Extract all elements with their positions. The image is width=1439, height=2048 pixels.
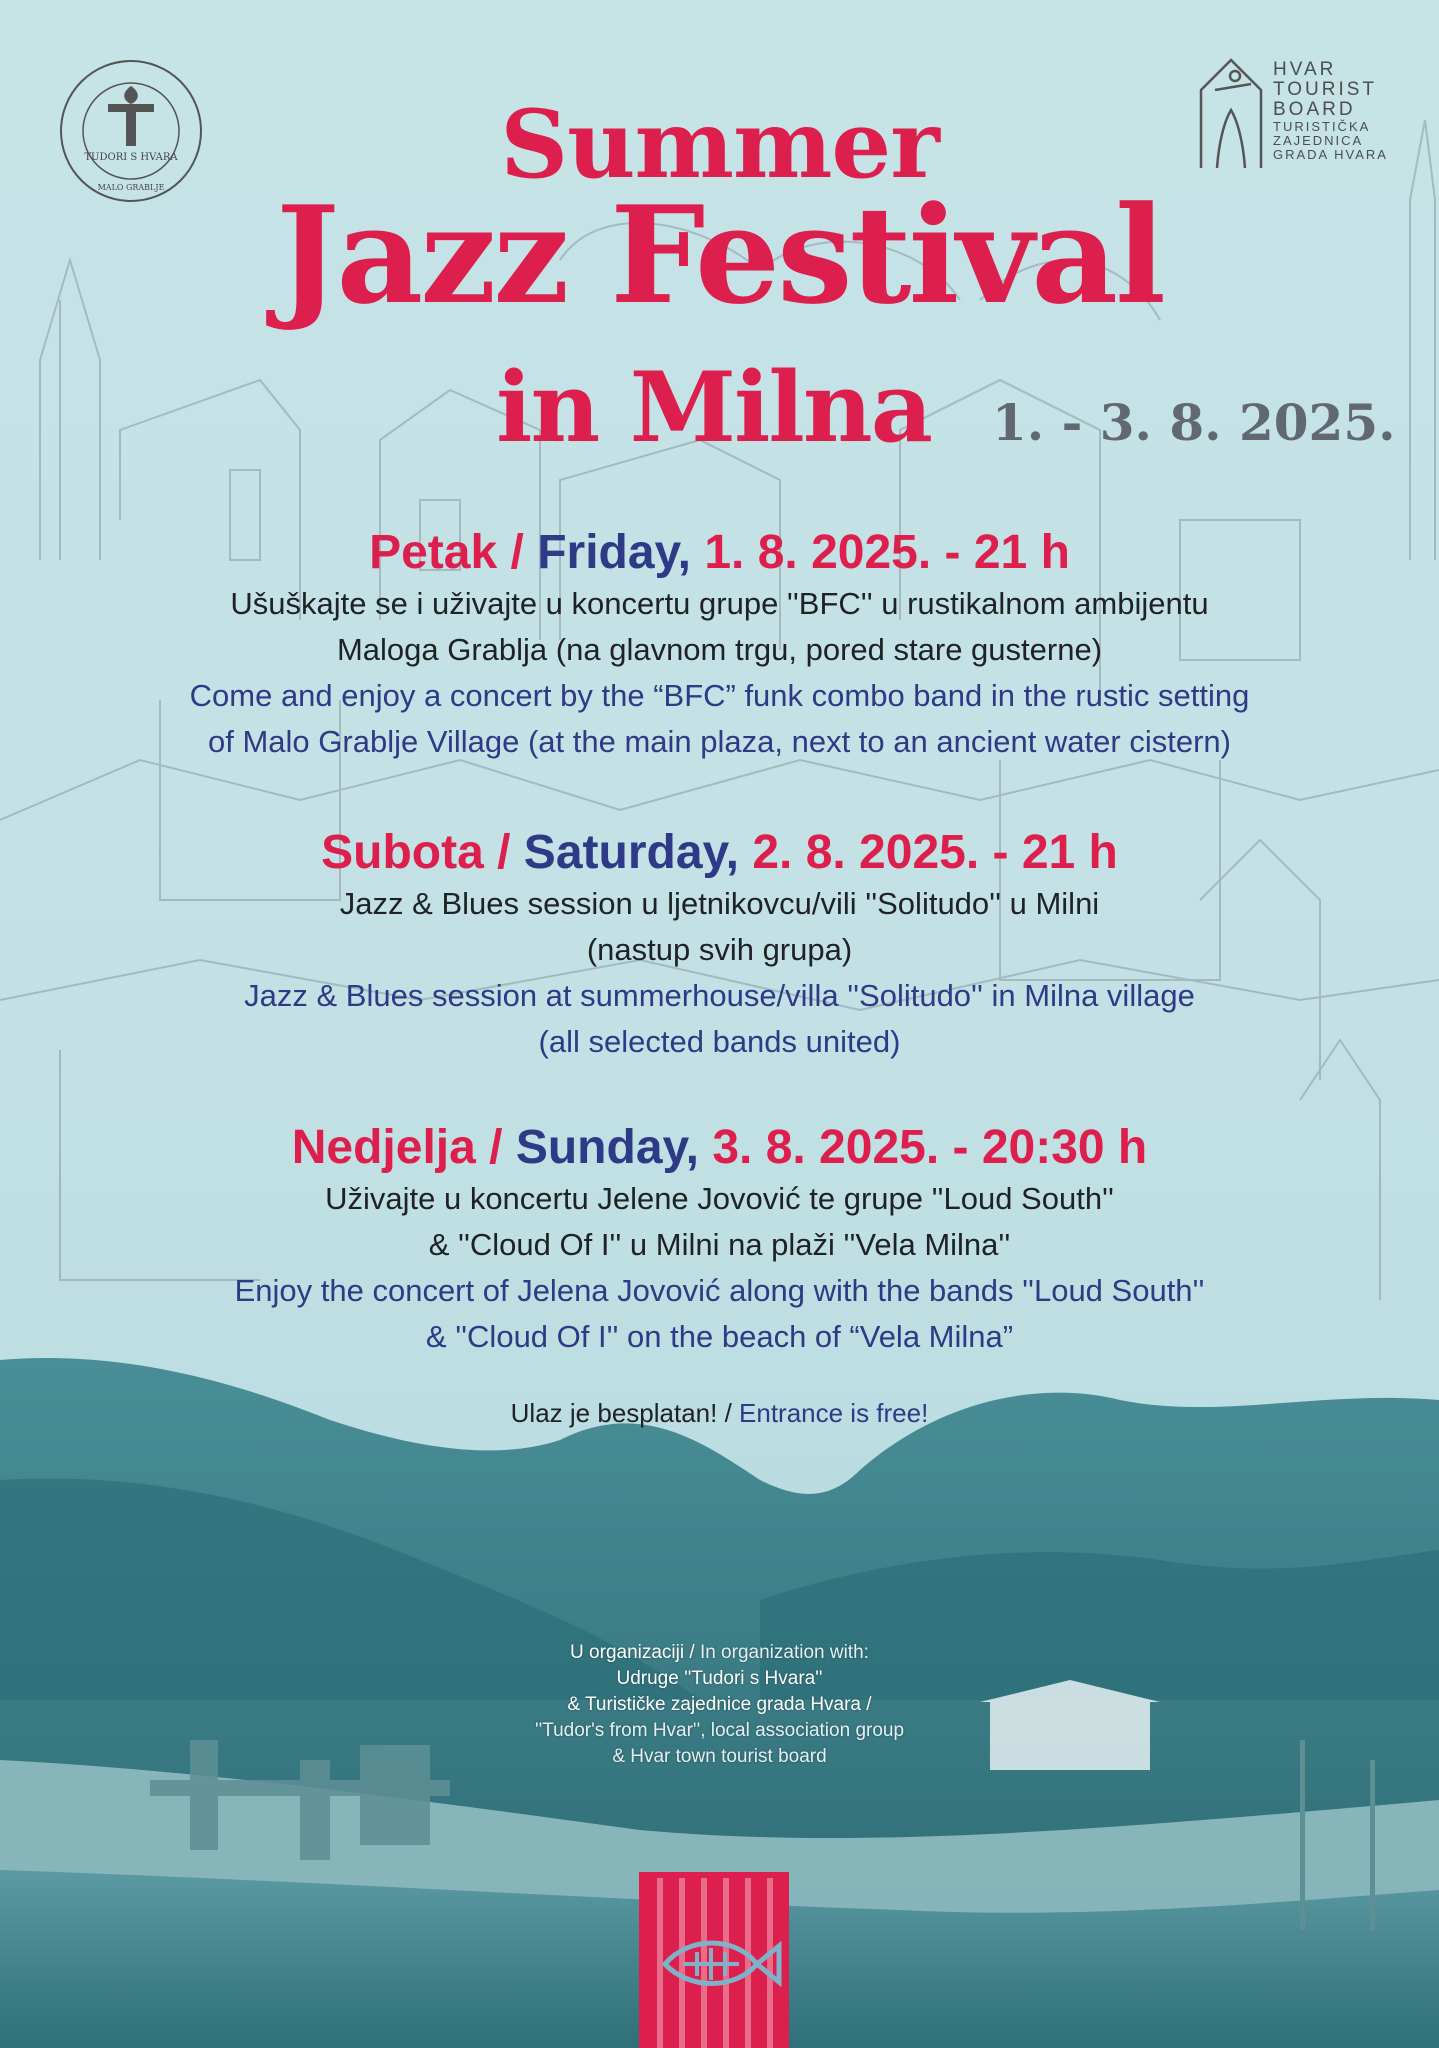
description-hr-line: & ''Cloud Of I'' u Milni na plaži ''Vela Milna'' — [428, 1227, 1011, 1262]
description-hr-line: Jazz & Blues session u ljetnikovcu/vili ''Solitudo'' u Milni — [339, 886, 1100, 921]
red-gate-fish-emblem-icon — [639, 1872, 789, 2048]
org-line: & Turističke zajednice grada Hvara / — [567, 1694, 872, 1715]
organization-credits — [0, 1640, 1439, 1770]
htb-line-board: BOARD — [1273, 99, 1356, 120]
org-line: & Hvar town tourist board — [612, 1746, 827, 1767]
description-en-line: Come and enjoy a concert by the “BFC” funk combo band in the rustic setting — [189, 678, 1250, 713]
separator: / — [475, 1121, 516, 1174]
entrance-en: Entrance is free! — [739, 1398, 929, 1428]
description-en-line: of Malo Grablje Village (at the main plaza, next to an ancient water cistern) — [208, 724, 1231, 759]
event-friday — [0, 525, 1439, 765]
day-name-en: Saturday, — [523, 826, 739, 879]
festival-dates: 1. - 3. 8. 2025. — [992, 393, 1396, 452]
svg-text:MALO GRABLJE: MALO GRABLJE — [97, 183, 165, 192]
event-datetime: 3. 8. 2025. - 20:30 h — [698, 1121, 1148, 1174]
day-name-hr: Subota — [321, 826, 484, 879]
org-line: ''Tudor's from Hvar'', local association group — [534, 1720, 905, 1741]
day-name-hr: Nedjelja — [291, 1121, 476, 1174]
entrance-hr: Ulaz je besplatan! — [510, 1398, 718, 1428]
separator: / — [684, 1642, 700, 1663]
svg-text:TUDORI S HVARA: TUDORI S HVARA — [84, 152, 178, 163]
day-name-hr: Petak — [369, 526, 498, 579]
event-datetime: 2. 8. 2025. - 21 h — [738, 826, 1118, 879]
separator: / — [497, 526, 538, 579]
htb-line-turisticka: TURISTIČKA — [1273, 119, 1371, 134]
title-summer: Summer — [500, 90, 939, 200]
htb-line-tourist: TOURIST — [1273, 79, 1378, 100]
description-en-line: (all selected bands united) — [538, 1024, 901, 1059]
htb-line-grada-hvara: GRADA HVARA — [1273, 147, 1388, 162]
org-hr: U organizaciji — [570, 1642, 685, 1663]
description-en-line: Enjoy the concert of Jelena Jovović along with the bands ''Loud South'' — [234, 1273, 1205, 1308]
event-heading — [0, 1120, 1439, 1176]
description-hr-line: Maloga Grablja (na glavnom trgu, pored stare gusterne) — [336, 632, 1103, 667]
description-en-line: & ''Cloud Of I'' on the beach of “Vela Milna” — [425, 1319, 1014, 1354]
event-saturday — [0, 825, 1439, 1065]
description-hr-line: Ušuškajte se i uživajte u koncertu grupe ''BFC'' u rustikalnom ambijentu — [230, 586, 1209, 621]
title-in-milna: in Milna — [496, 351, 931, 464]
htb-line-hvar: HVAR — [1273, 59, 1337, 80]
day-name-en: Sunday, — [515, 1121, 699, 1174]
event-heading — [0, 825, 1439, 881]
org-line — [0, 1640, 1439, 1666]
separator: / — [483, 826, 524, 879]
event-datetime: 1. 8. 2025. - 21 h — [691, 526, 1070, 579]
org-en: In organization with: — [699, 1642, 869, 1663]
org-line: Udruge ''Tudori s Hvara'' — [616, 1668, 823, 1689]
separator: / — [717, 1398, 740, 1428]
day-name-en: Friday, — [537, 526, 692, 579]
event-sunday — [0, 1120, 1439, 1360]
event-heading — [0, 525, 1439, 581]
description-en-line: Jazz & Blues session at summerhouse/villa ''Solitudo'' in Milna village — [244, 978, 1195, 1013]
htb-line-zajednica: ZAJEDNICA — [1273, 133, 1364, 148]
title-jazz-festival: Jazz Festival — [276, 176, 1163, 334]
description-hr-line: Uživajte u koncertu Jelene Jovović te grupe ''Loud South'' — [325, 1181, 1114, 1216]
entrance-free-note — [0, 1396, 1439, 1430]
description-hr-line: (nastup svih grupa) — [586, 932, 853, 967]
